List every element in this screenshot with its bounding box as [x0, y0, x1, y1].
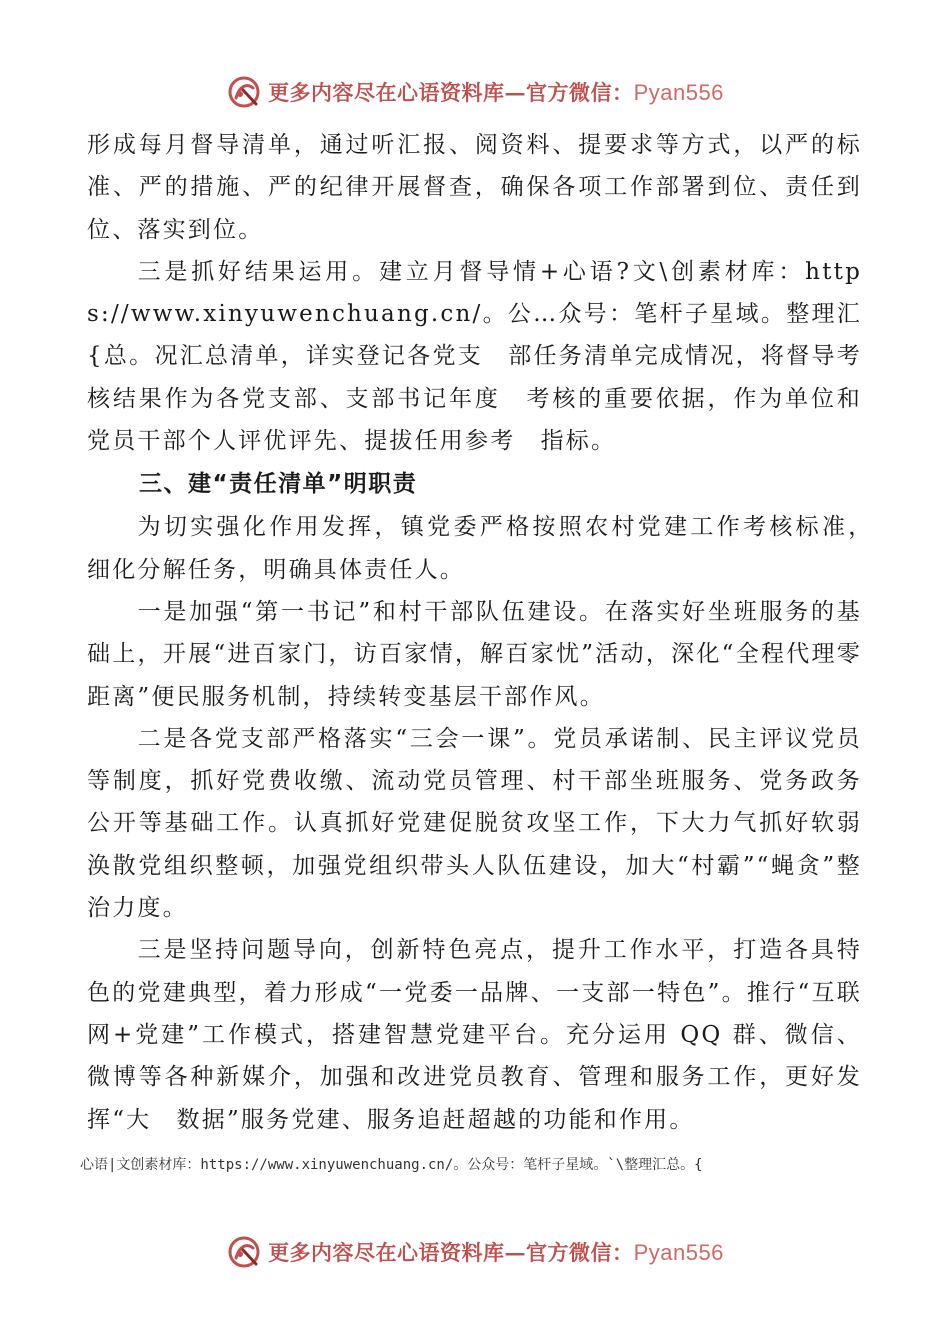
section-heading: 三、建“责任清单”明职责	[139, 471, 418, 498]
document-body	[87, 124, 888, 1141]
banner-handle: Pyan556	[633, 1240, 724, 1265]
body-paragraph: 为切实强化作用发挥，镇党委严格按照农村党建工作考核标准， 细化分解任务，明确具体责任人。	[87, 514, 888, 583]
banner-text: 更多内容尽在心语资料库—官方微信：Pyan556	[268, 80, 724, 105]
body-paragraph: 三是坚持问题导向，创新特色亮点，提升工作水平，打造各具特 色的党建典型，着力形成“一党委一品牌、一支部一特色”。推行“互联网+党建”工作模式，搭建智慧党建平台。充分运用 QQ 群、微信、微博等各种新媒介，加强和改进党员教育、管理和服务工作，更好发挥“大 数据”服务党建、服务追赶超越的功能和作用。	[87, 937, 888, 1133]
logo-icon	[226, 74, 262, 110]
watermark-banner-bottom	[0, 1232, 950, 1272]
banner-handle: Pyan556	[633, 80, 724, 105]
footer-note: 心语|文创素材库：https://www.xinyuwenchuang.cn/。公众号：笔杆子星域。`\整理汇总。{	[80, 1157, 703, 1173]
watermark-banner-top	[0, 72, 950, 112]
banner-text: 更多内容尽在心语资料库—官方微信：Pyan556	[268, 1240, 724, 1265]
body-paragraph: 二是各党支部严格落实“三会一课”。党员承诺制、民主评议党员等制度，抓好党费收缴、流动党员管理、村干部坐班服务、党务政务公开等基础工作。认真抓好党建促脱贫攻坚工作，下大力气抓好软弱涣散党组织整顿，加强党组织带头人队伍建设，加大“村霸”“蝇贪”整治力度。	[87, 725, 862, 922]
logo-icon	[226, 1234, 262, 1270]
body-paragraph: 三是抓好结果运用。建立月督导情+心语?文\创素材库：https://www.xinyuwenchuang.cn/。公…众号：笔杆子星域。整理汇{总。况汇总清单，详实登记各党支 部任务清单完成情况，将督导考核结果作为各党支部、支部书记年度 考核的重要依据，作为单位和党员干部个人评优评先、提拔任用参考 指标。	[87, 258, 862, 455]
body-paragraph: 形成每月督导清单，通过听汇报、阅资料、提要求等方式，以严的标准、严的措施、严的纪律开展督查，确保各项工作部署到位、责任到位、落实到位。	[87, 132, 862, 243]
body-paragraph: 一是加强“第一书记”和村干部队伍建设。在落实好坐班服务的基础上，开展“进百家门，访百家情，解百家忧”活动，深化“全程代理零距离”便民服务机制，持续转变基层干部作风。	[87, 598, 862, 710]
